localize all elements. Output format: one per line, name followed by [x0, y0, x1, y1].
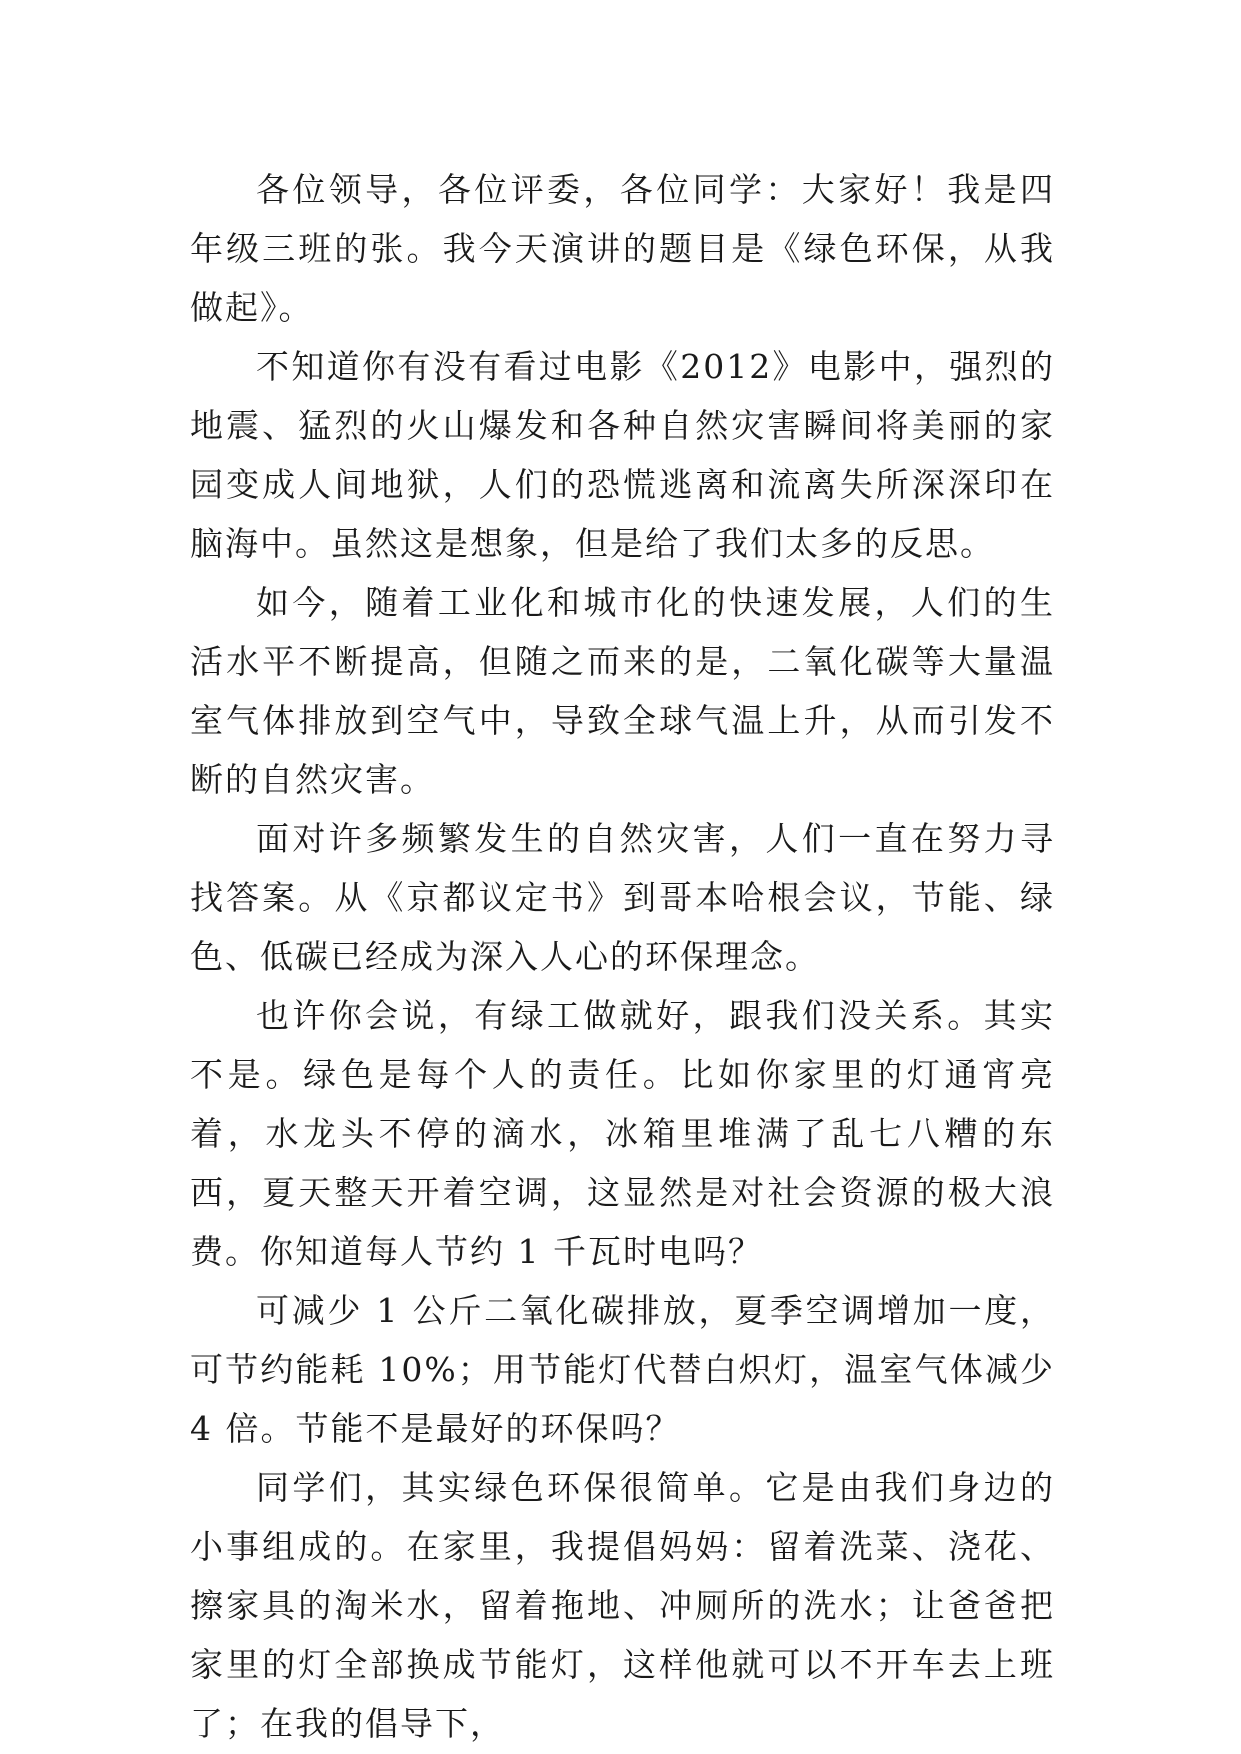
paragraph-3: 如今，随着工业化和城市化的快速发展，人们的生活水平不断提高，但随之而来的是，二氧化碳等大量温室气体排放到空气中，导致全球气温上升，从而引发不断的自然灾害。	[190, 583, 1055, 799]
paragraph-4: 面对许多频繁发生的自然灾害，人们一直在努力寻找答案。从《京都议定书》到哥本哈根会议，节能、绿色、低碳已经成为深入人心的环保理念。	[190, 819, 1055, 976]
paragraph-2: 不知道你有没有看过电影《2012》电影中，强烈的地震、猛烈的火山爆发和各种自然灾害瞬间将美丽的家园变成人间地狱，人们的恐慌逃离和流离失所深深印在脑海中。虽然这是想象，但是给了我们太多的反思。	[190, 347, 1055, 563]
paragraph-7: 同学们，其实绿色环保很简单。它是由我们身边的小事组成的。在家里，我提倡妈妈：留着洗菜、浇花、擦家具的淘米水，留着拖地、冲厕所的洗水；让爸爸把家里的灯全部换成节能灯，这样他就可以不开车去上班了；在我的倡导下，	[190, 1468, 1055, 1743]
paragraph-1: 各位领导，各位评委，各位同学：大家好！我是四年级三班的张。我今天演讲的题目是《绿色环保，从我做起》。	[190, 170, 1055, 327]
speech-body	[190, 160, 1055, 1753]
paragraph-6: 可减少 1 公斤二氧化碳排放，夏季空调增加一度，可节约能耗 10%；用节能灯代替白炽灯，温室气体减少 4 倍。节能不是最好的环保吗？	[190, 1291, 1055, 1448]
paragraph-5: 也许你会说，有绿工做就好，跟我们没关系。其实不是。绿色是每个人的责任。比如你家里的灯通宵亮着，水龙头不停的滴水，冰箱里堆满了乱七八糟的东西，夏天整天开着空调，这显然是对社会资源的极大浪费。你知道每人节约 1 千瓦时电吗？	[190, 996, 1055, 1271]
